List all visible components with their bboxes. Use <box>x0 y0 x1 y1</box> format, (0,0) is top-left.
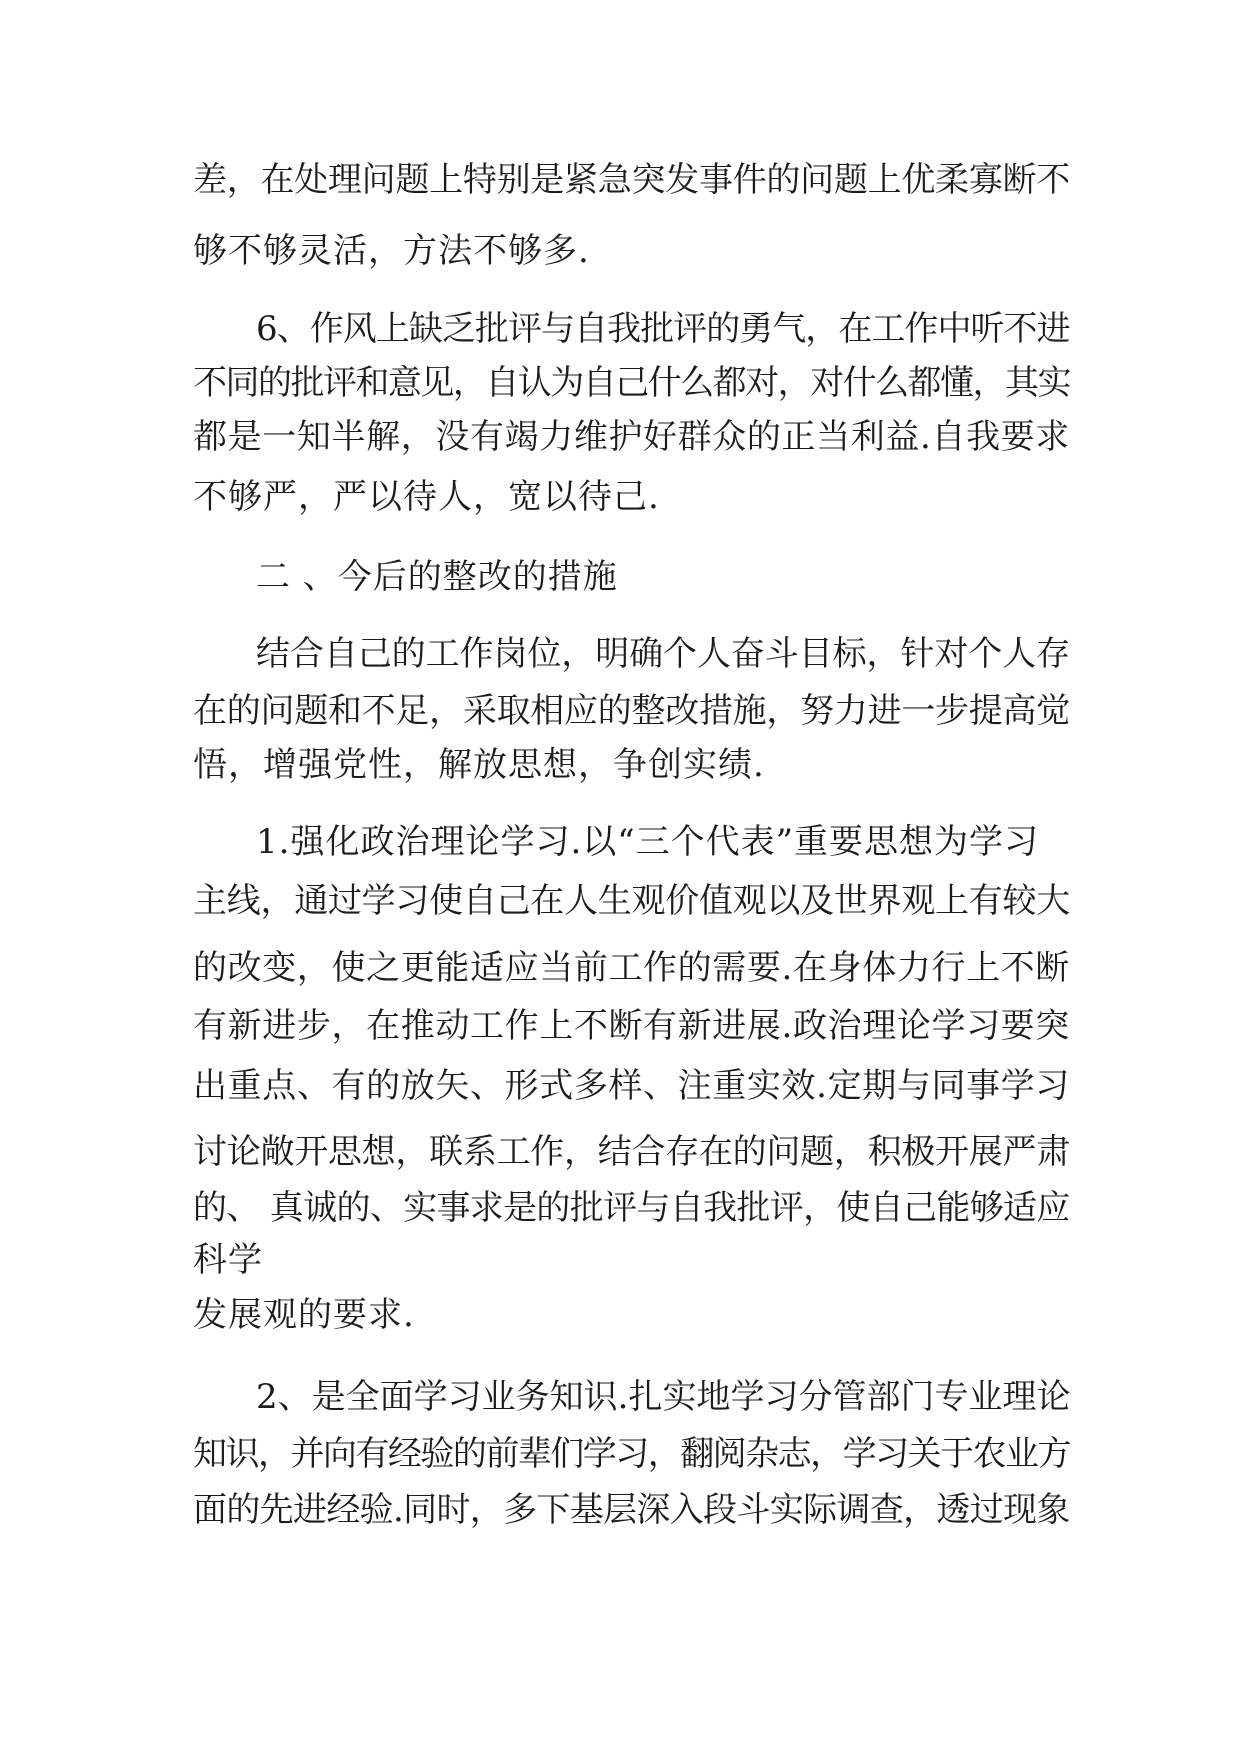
text-line: 发展观的要求. <box>193 1295 415 1335</box>
text-line: 出重点、有的放矢、形式多样、注重实效.定期与同事学习 <box>193 1066 1070 1106</box>
text-line: 6、作风上缺乏批评与自我批评的勇气，在工作中听不进 <box>256 309 1070 349</box>
text-line: 差，在处理问题上特别是紧急突发事件的问题上优柔寡断不 <box>193 160 1070 200</box>
text-line: 的改变，使之更能适应当前工作的需要.在身体力行上不断 <box>193 948 1070 988</box>
text-line: 讨论敞开思想，联系工作，结合存在的问题，积极开展严肃 <box>193 1132 1070 1172</box>
text-line: 2、是全面学习业务知识.扎实地学习分管部门专业理论 <box>256 1377 1071 1417</box>
text-line: 1.强化政治理论学习.以“三个代表”重要思想为学习 <box>256 822 1040 862</box>
text-line: 结合自己的工作岗位，明确个人奋斗目标，针对个人存 <box>256 634 1071 674</box>
text-line: 不够严，严以待人，宽以待己. <box>193 477 660 517</box>
text-line: 在的问题和不足，采取相应的整改措施，努力进一步提高觉 <box>193 691 1070 731</box>
text-line: 够不够灵活，方法不够多. <box>193 231 590 271</box>
text-line: 不同的批评和意见，自认为自己什么都对，对什么都懂，其实 <box>193 363 1070 403</box>
text-line: 知识，并向有经验的前辈们学习，翻阅杂志，学习关于农业方 <box>193 1434 1070 1474</box>
text-line: 悟，增强党性，解放思想，争创实绩. <box>193 745 765 785</box>
text-line: 有新进步，在推动工作上不断有新进展.政治理论学习要突 <box>193 1006 1070 1046</box>
text-line: 面的先进经验.同时，多下基层深入段斗实际调查，透过现象 <box>193 1490 1070 1530</box>
text-line: 都是一知半解，没有竭力维护好群众的正当利益.自我要求 <box>193 417 1070 457</box>
text-line: 主线，通过学习使自己在人生观价值观以及世界观上有较大 <box>193 881 1070 921</box>
text-line: 科学 <box>193 1240 263 1280</box>
text-line: 的、 真诚的、实事求是的批评与自我批评，使自己能够适应 <box>193 1188 1070 1228</box>
section-heading: 二 、今后的整改的措施 <box>256 557 618 597</box>
